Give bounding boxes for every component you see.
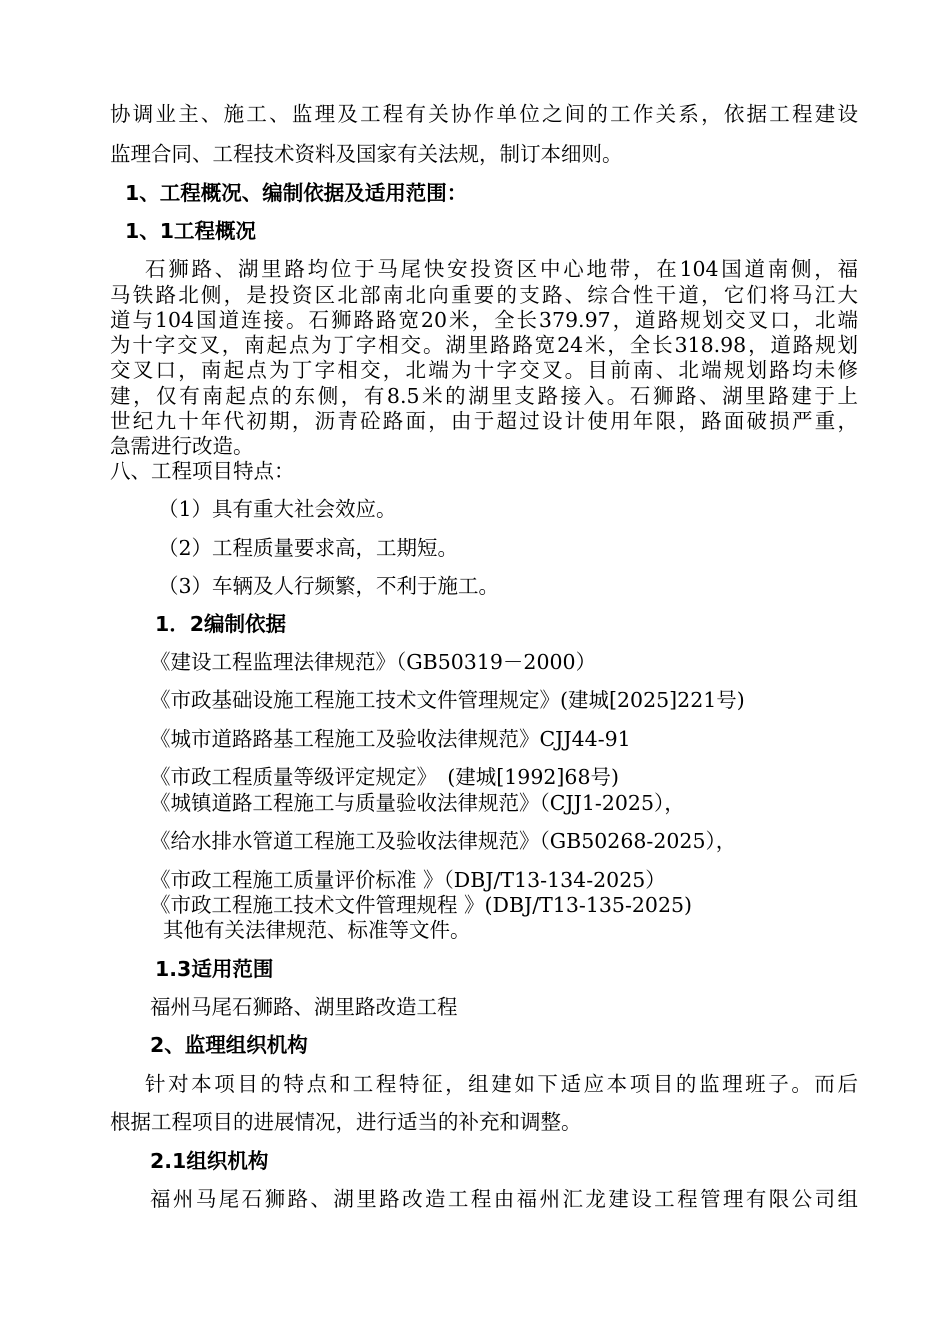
heading-1-3: 1.3适用范围 xyxy=(155,957,274,981)
org-text-line-1: 针对本项目的特点和工程特征，组建如下适应本项目的监理班子。而后 xyxy=(145,1072,858,1096)
basis-item-2: 《市政基础设施工程施工技术文件管理规定》(建城[2025]221号) xyxy=(150,688,745,712)
basis-item-3: 《城市道路路基工程施工及验收法律规范》CJJ44-91 xyxy=(150,727,631,751)
heading-1-2: 1．2编制依据 xyxy=(155,612,287,636)
org-last-line: 福州马尾石狮路、湖里路改造工程由福州汇龙建设工程管理有限公司组 xyxy=(150,1187,858,1211)
feature-item-1: （1）具有重大社会效应。 xyxy=(158,497,397,521)
heading-1: 1、工程概况、编制依据及适用范围： xyxy=(125,181,468,205)
basis-item-8: 《市政工程施工技术文件管理规程 》(DBJ/T13-135-2025) xyxy=(150,893,693,917)
intro-line-2: 监理合同、工程技术资料及国家有关法规，制订本细则。 xyxy=(110,142,623,166)
heading-2: 2、监理组织机构 xyxy=(150,1033,308,1057)
scope-text: 福州马尾石狮路、湖里路改造工程 xyxy=(150,995,458,1019)
basis-item-7: 《市政工程施工质量评价标准 》（DBJ/T13-134-2025） xyxy=(150,868,666,892)
heading-2-1: 2.1组织机构 xyxy=(150,1149,269,1173)
intro-line-1: 协调业主、施工、监理及工程有关协作单位之间的工作关系，依据工程建设 xyxy=(110,102,858,126)
overview-line-2: 马铁路北侧，是投资区北部南北向重要的支路、综合性干道，它们将马江大 xyxy=(110,283,858,307)
overview-line-8: 急需进行改造。 xyxy=(110,434,254,458)
overview-line-5: 交叉口，南起点为丁字相交，北端为十字交叉。目前南、北端规划路均未修 xyxy=(110,358,858,382)
overview-line-4: 为十字交叉，南起点为丁字相交。湖里路路宽24米，全长318.98，道路规划 xyxy=(110,333,858,357)
basis-item-1: 《建设工程监理法律规范》（GB50319－2000） xyxy=(150,650,597,674)
basis-item-9: 其他有关法律规范、标准等文件。 xyxy=(163,918,471,942)
overview-line-6: 建，仅有南起点的东侧，有8.5米的湖里支路接入。石狮路、湖里路建于上 xyxy=(110,384,858,408)
overview-line-1: 石狮路、湖里路均位于马尾快安投资区中心地带，在104国道南侧，福 xyxy=(145,257,858,281)
feature-item-3: （3）车辆及人行频繁，不利于施工。 xyxy=(158,574,500,598)
basis-item-6: 《给水排水管道工程施工及验收法律规范》（GB50268-2025）， xyxy=(150,829,737,853)
basis-item-5: 《城镇道路工程施工与质量验收法律规范》（CJJ1-2025）， xyxy=(150,791,685,815)
org-text-line-2: 根据工程项目的进展情况，进行适当的补充和调整。 xyxy=(110,1110,582,1134)
heading-1-1: 1、1工程概况 xyxy=(125,219,257,243)
overview-line-3: 道与104国道连接。石狮路路宽20米，全长379.97，道路规划交叉口，北端 xyxy=(110,308,858,332)
feature-item-2: （2）工程质量要求高，工期短。 xyxy=(158,536,459,560)
basis-item-4: 《市政工程质量等级评定规定》 (建城[1992]68号) xyxy=(150,765,619,789)
overview-line-7: 世纪九十年代初期，沥青砼路面，由于超过设计使用年限，路面破损严重， xyxy=(110,409,858,433)
features-title: 八、工程项目特点： xyxy=(110,459,295,483)
